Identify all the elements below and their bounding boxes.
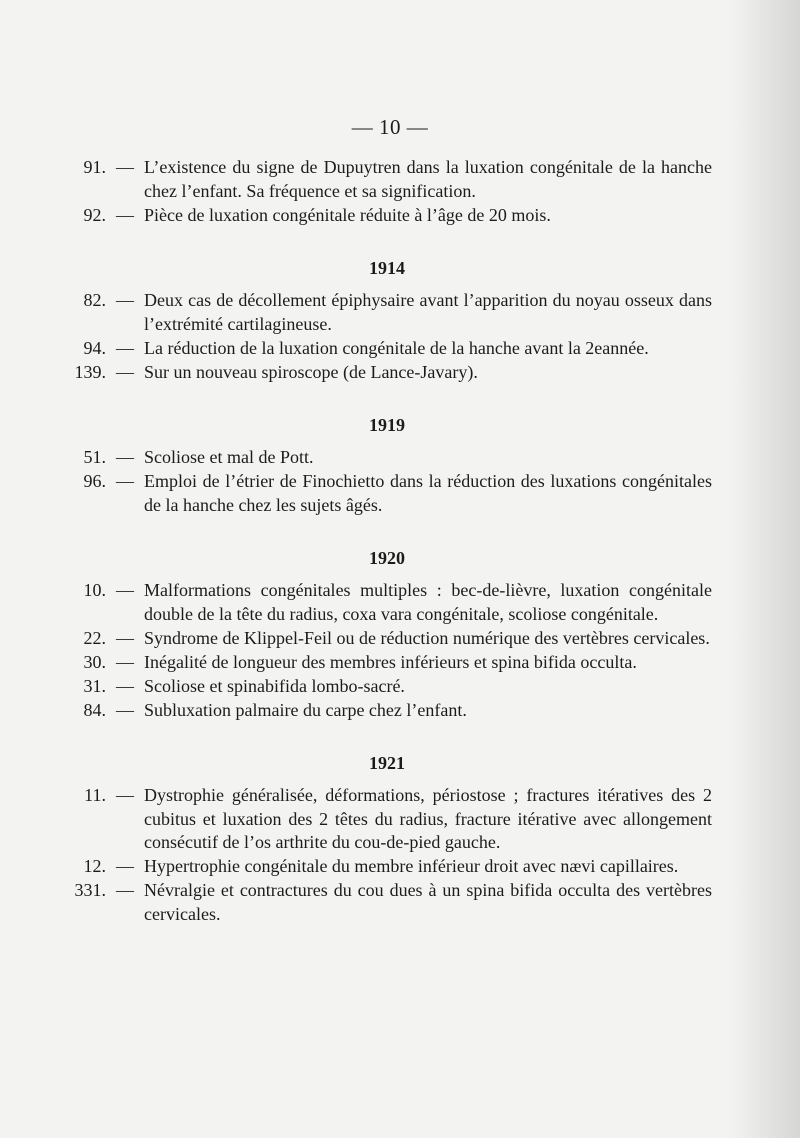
entry-title: Sur un nouveau spiroscope (de Lance-Javary). xyxy=(144,361,478,382)
bibliography-entry xyxy=(62,651,712,675)
year-heading: 1919 xyxy=(369,415,405,435)
entry-number: 12. xyxy=(83,856,106,876)
bibliography-entry xyxy=(62,579,712,626)
bibliography-entry xyxy=(62,470,712,517)
bibliography-entry xyxy=(62,855,712,879)
entry-number: 30. xyxy=(83,651,106,672)
entry-number: 91. xyxy=(83,157,106,177)
entry-dash: — xyxy=(116,447,134,467)
entry-dash: — xyxy=(116,157,134,177)
entry-title: Emploi de l’étrier de Finochietto dans la réduction des luxations congénitales de la hanche chez les sujets âgés. xyxy=(144,471,712,515)
year-section xyxy=(62,156,712,227)
entry-number: 96. xyxy=(83,471,106,491)
bibliography-entry xyxy=(62,289,712,336)
bibliography-entry xyxy=(62,675,712,699)
year-section xyxy=(62,255,712,384)
year-section xyxy=(62,750,712,926)
entry-dash: — xyxy=(116,361,134,382)
entry-dash: — xyxy=(116,471,134,491)
bibliography-entry xyxy=(62,156,712,203)
entry-dash: — xyxy=(116,675,134,696)
entry-number: 82. xyxy=(83,290,106,310)
entry-dash: — xyxy=(116,785,134,805)
entry-title: Hypertrophie congénitale du membre inférieur droit avec nævi capillaires. xyxy=(144,856,679,876)
bibliography-entry xyxy=(62,879,712,926)
bibliography-entry xyxy=(62,204,712,228)
entry-dash: — xyxy=(116,627,134,648)
entry-number: 139. xyxy=(74,361,106,382)
entry-number: 22. xyxy=(83,627,106,648)
bibliography-entry xyxy=(62,446,712,470)
entry-title: Scoliose et spinabifida lombo-sacré. xyxy=(144,675,405,696)
entry-title: Inégalité de longueur des membres inférieurs et spina bifida occulta. xyxy=(144,651,637,672)
entry-number: 31. xyxy=(83,675,106,696)
bibliography-entry xyxy=(62,361,712,385)
bibliography-entry xyxy=(62,337,712,361)
page-number: — 10 — xyxy=(351,115,429,139)
entry-dash: — xyxy=(116,856,134,876)
entry-number: 51. xyxy=(83,447,106,467)
year-heading: 1921 xyxy=(369,753,405,773)
year-section xyxy=(62,545,712,722)
bibliography-entry xyxy=(62,627,712,651)
year-heading: 1914 xyxy=(369,258,405,278)
entry-number: 92. xyxy=(83,204,106,225)
year-heading: 1920 xyxy=(369,548,405,568)
entry-title: Malformations congénitales multiples : bec-de-lièvre, luxation congénitale double de la tête du radius, coxa vara congénitale, scoliose congénitale. xyxy=(144,580,712,624)
bibliography-entry xyxy=(62,699,712,723)
entry-dash: — xyxy=(116,651,134,672)
entry-title: Névralgie et contractures du cou dues à un spina bifida occulta des vertèbres cervicales. xyxy=(144,880,712,924)
entry-number: 84. xyxy=(83,699,106,720)
entry-dash: — xyxy=(116,580,134,600)
entry-dash: — xyxy=(116,880,134,900)
entry-title: Dystrophie généralisée, déformations, périostose ; fractures itératives des 2 cubitus et luxation des 2 têtes du radius, fracture itérative avec allongement consécutif de l’os arthrite du cou-de-pied gauche. xyxy=(144,785,712,852)
entry-title: L’existence du signe de Dupuytren dans la luxation congénitale de la hanche chez l’enfant. Sa fréquence et sa signification. xyxy=(144,157,712,201)
bibliography-list xyxy=(62,156,712,927)
entry-number: 331. xyxy=(74,880,106,900)
entry-title: Scoliose et mal de Pott. xyxy=(144,447,314,467)
entry-dash: — xyxy=(116,699,134,720)
entry-number: 94. xyxy=(83,337,106,358)
entry-dash: — xyxy=(116,290,134,310)
entry-title: La réduction de la luxation congénitale de la hanche avant la 2eannée. xyxy=(144,337,649,358)
entry-dash: — xyxy=(116,337,134,358)
entry-title: Syndrome de Klippel-Feil ou de réduction numérique des vertèbres cervicales. xyxy=(144,627,710,648)
entry-number: 10. xyxy=(83,580,106,600)
entry-title: Deux cas de décollement épiphysaire avant l’apparition du noyau osseux dans l’extrémité cartilagineuse. xyxy=(144,290,712,334)
entry-dash: — xyxy=(116,204,134,225)
page-edge-shadow xyxy=(730,0,800,1138)
bibliography-entry xyxy=(62,784,712,855)
entry-title: Subluxation palmaire du carpe chez l’enfant. xyxy=(144,699,467,720)
year-section xyxy=(62,412,712,517)
entry-number: 11. xyxy=(84,785,106,805)
entry-title: Pièce de luxation congénitale réduite à l’âge de 20 mois. xyxy=(144,204,551,225)
